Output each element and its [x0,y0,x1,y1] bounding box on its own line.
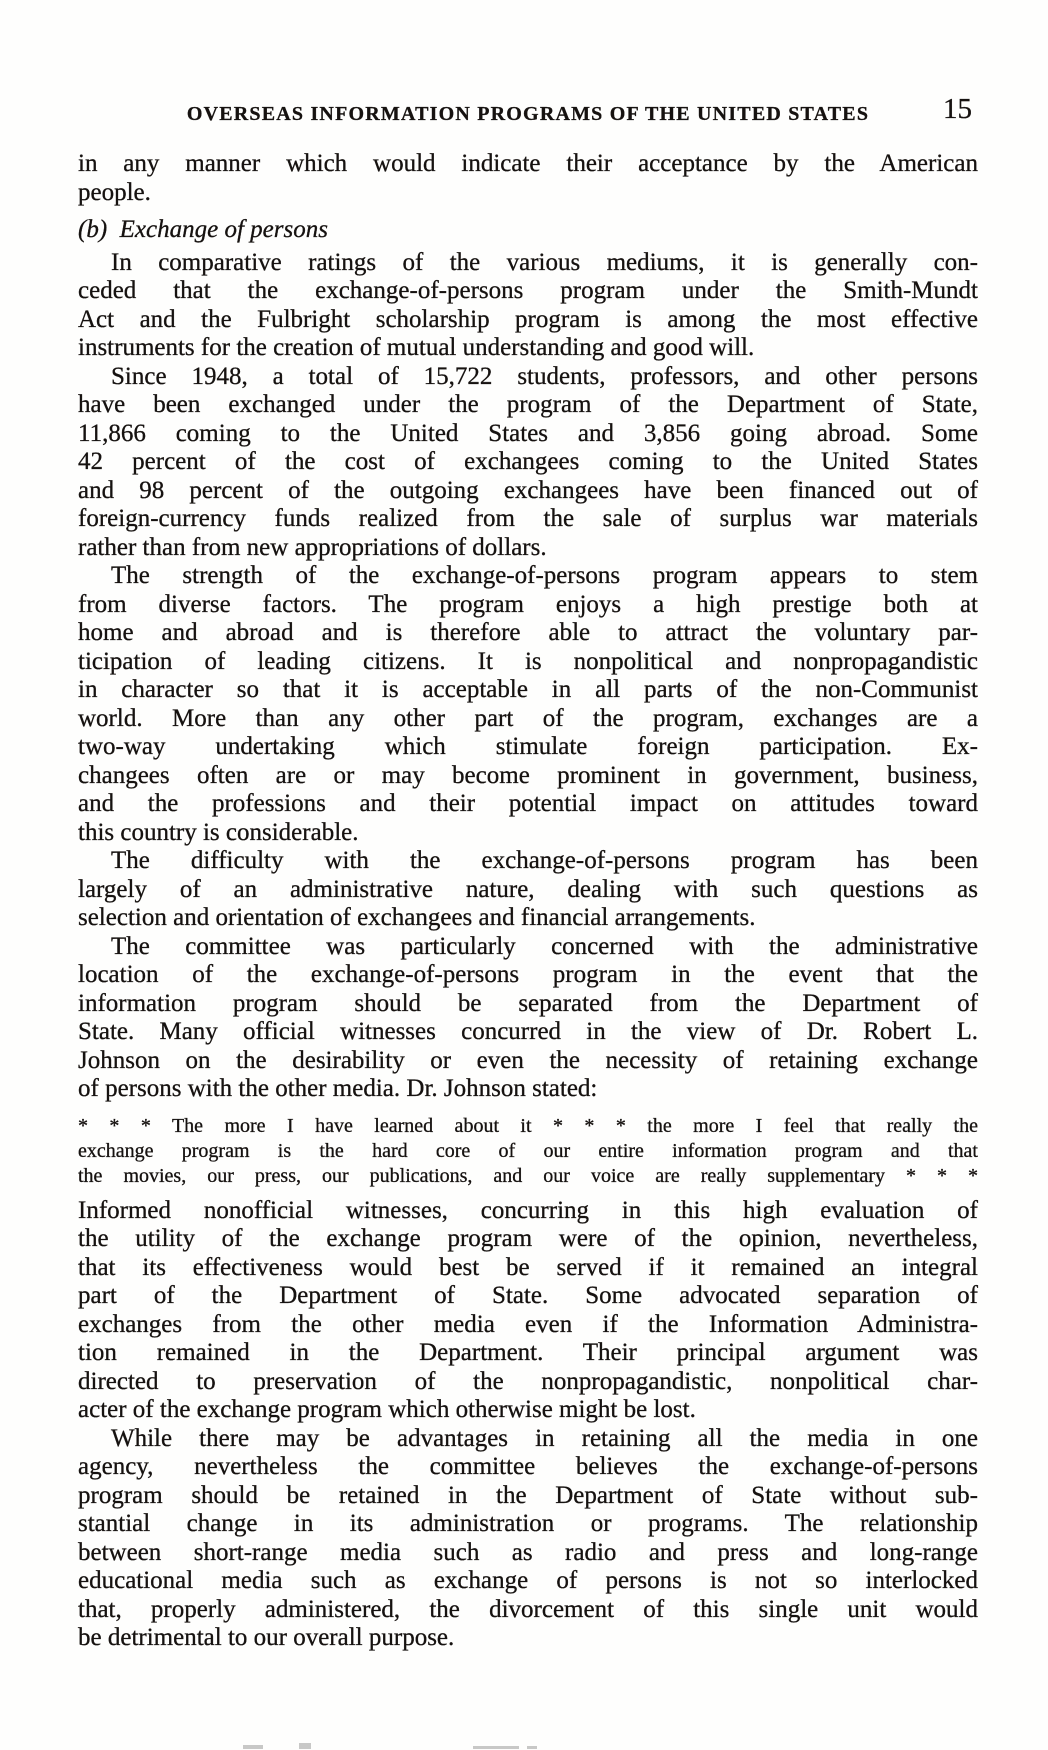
cut-off-text-fragment [527,1746,537,1749]
text-line: two-way undertaking which stimulate foreign participation. Ex- [78,733,978,760]
text-line: Since 1948, a total of 15,722 students, professors, and other persons [111,362,978,390]
block-quote [78,1114,978,1189]
text-line: Informed nonofficial witnesses, concurring in this high evaluation of [78,1196,978,1224]
page-number: 15 [943,93,972,125]
text-line: stantial change in its administration or programs. The relationship [78,1510,978,1537]
text-line: The strength of the exchange-of-persons program appears to stem [111,562,978,589]
paragraph [78,1425,978,1653]
text-line: * * * The more I have learned about it * * * the more I feel that really the [78,1114,978,1137]
text-line: agency, nevertheless the committee believes the exchange-of-persons [78,1453,978,1480]
text-line: the utility of the exchange program were of the opinion, nevertheless, [78,1225,978,1252]
text-line: tion remained in the Department. Their principal argument was [78,1339,978,1366]
text-line: directed to preservation of the nonpropagandistic, nonpolitical char- [78,1367,978,1395]
cut-off-text-fragment [299,1743,311,1749]
text-line: instruments for the creation of mutual understanding and good will. [78,334,755,361]
text-line: world. More than any other part of the program, exchanges are a [78,704,978,732]
text-line: In comparative ratings of the various mediums, it is generally con- [111,248,978,276]
text-line: acter of the exchange program which otherwise might be lost. [78,1396,696,1423]
header-title: OVERSEAS INFORMATION PROGRAMS OF THE UNITED STATES [186,103,870,125]
page-body [78,150,978,1653]
text-line: have been exchanged under the program of the Department of State, [78,391,978,418]
text-line: this country is considerable. [78,818,359,846]
text-line: 42 percent of the cost of exchangees coming to the United States [78,448,978,475]
text-line: people. [78,178,151,206]
text-line: and the professions and their potential impact on attitudes toward [78,790,978,817]
paragraph [78,847,978,933]
text-line: part of the Department of State. Some advocated separation of [78,1282,978,1309]
text-line: 11,866 coming to the United States and 3,856 going abroad. Some [78,419,978,447]
cut-off-text-fragment [473,1746,519,1749]
text-line: Act and the Fulbright scholarship program is among the most effective [78,305,978,333]
paragraph [78,1197,978,1425]
text-line: location of the exchange-of-persons program in the event that the [78,961,978,988]
text-line: home and abroad and is therefore able to attract the voluntary par- [78,619,978,646]
text-line: that its effectiveness would best be served if it remained an integral [78,1253,978,1281]
text-line: foreign-currency funds realized from the sale of surplus war materials [78,505,978,532]
text-line: largely of an administrative nature, dealing with such questions as [78,875,978,903]
text-line: and 98 percent of the outgoing exchangees have been financed out of [78,476,978,504]
text-line: ticipation of leading citizens. It is nonpolitical and nonpropagandistic [78,647,978,675]
text-line: between short-range media such as radio and press and long-range [78,1538,978,1566]
text-line: the movies, our press, our publications, and our voice are really supplementary * * * [78,1164,978,1187]
text-line: changees often are or may become prominent in government, business, [78,761,978,789]
paragraph [78,933,978,1104]
paragraph [78,150,978,207]
text-line: exchange program is the hard core of our entire information program and that [78,1139,978,1162]
text-line: of persons with the other media. Dr. Johnson stated: [78,1075,598,1102]
text-line: program should be retained in the Department of State without sub- [78,1481,978,1509]
text-line: selection and orientation of exchangees and financial arrangements. [78,904,756,931]
section-heading [78,216,978,245]
paragraph [78,249,978,363]
running-header [78,93,978,132]
text-line: The committee was particularly concerned with the administrative [111,932,978,960]
text-line: from diverse factors. The program enjoys a high prestige both at [78,590,978,618]
text-line: rather than from new appropriations of dollars. [78,533,547,561]
text-line: information program should be separated from the Department of [78,989,978,1017]
paragraph [78,363,978,563]
paragraph [78,562,978,847]
text-line: educational media such as exchange of persons is not so interlocked [78,1567,978,1594]
text-line: that, properly administered, the divorcement of this single unit would [78,1595,978,1623]
text-line: in character so that it is acceptable in all parts of the non-Communist [78,676,978,703]
text-line: be detrimental to our overall purpose. [78,1624,455,1651]
text-line: The difficulty with the exchange-of-persons program has been [111,847,978,874]
text-line: While there may be advantages in retaining all the media in one [111,1424,978,1452]
text-line: Johnson on the desirability or even the necessity of retaining exchange [78,1046,978,1074]
text-line: (b) Exchange of persons [78,216,328,243]
text-line: ceded that the exchange-of-persons program under the Smith-Mundt [78,277,978,304]
text-line: exchanges from the other media even if the Information Administra- [78,1310,978,1338]
text-line: State. Many official witnesses concurred in the view of Dr. Robert L. [78,1018,978,1045]
text-line: in any manner which would indicate their acceptance by the American [78,150,978,177]
cut-off-text-fragment [243,1745,263,1749]
